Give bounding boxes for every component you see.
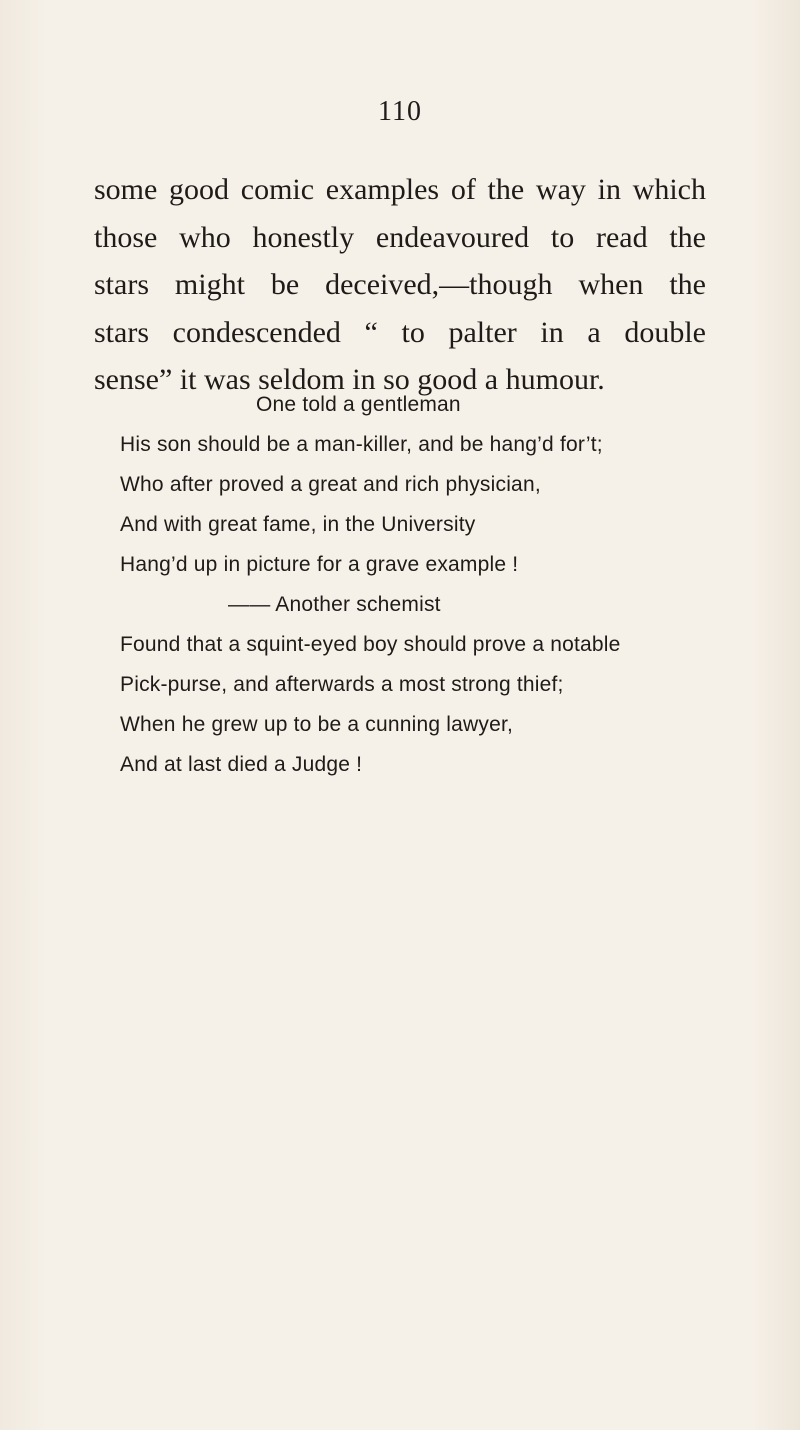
verse-line: His son should be a man-killer, and be hang’d for’t; [120,433,603,456]
prose-paragraph [94,166,706,404]
verse-line: One told a gentleman [256,393,461,416]
prose-line: sense” it was seldom in so good a humour. [94,363,605,396]
prose-line: those who honestly endeavoured to read the [94,220,706,254]
verse-line: Pick-purse, and afterwards a most strong thief; [120,673,564,696]
prose-line: some good comic examples of the way in which [94,173,706,206]
verse-line: —— Another schemist [228,593,441,616]
verse-line: When he grew up to be a cunning lawyer, [120,713,514,736]
verse-line: And at last died a Judge ! [120,753,363,776]
verse-line: Hang’d up in picture for a grave example ! [120,553,519,576]
verse-line: Who after proved a great and rich physician, [120,473,541,496]
page-number: 110 [378,96,422,127]
verse-line: And with great fame, in the University [120,513,476,536]
prose-line: stars condescended “ to palter in a double [94,315,706,349]
verse-line: Found that a squint-eyed boy should prove a notable [120,633,621,656]
prose-line: stars might be deceived,—though when the [94,268,706,301]
